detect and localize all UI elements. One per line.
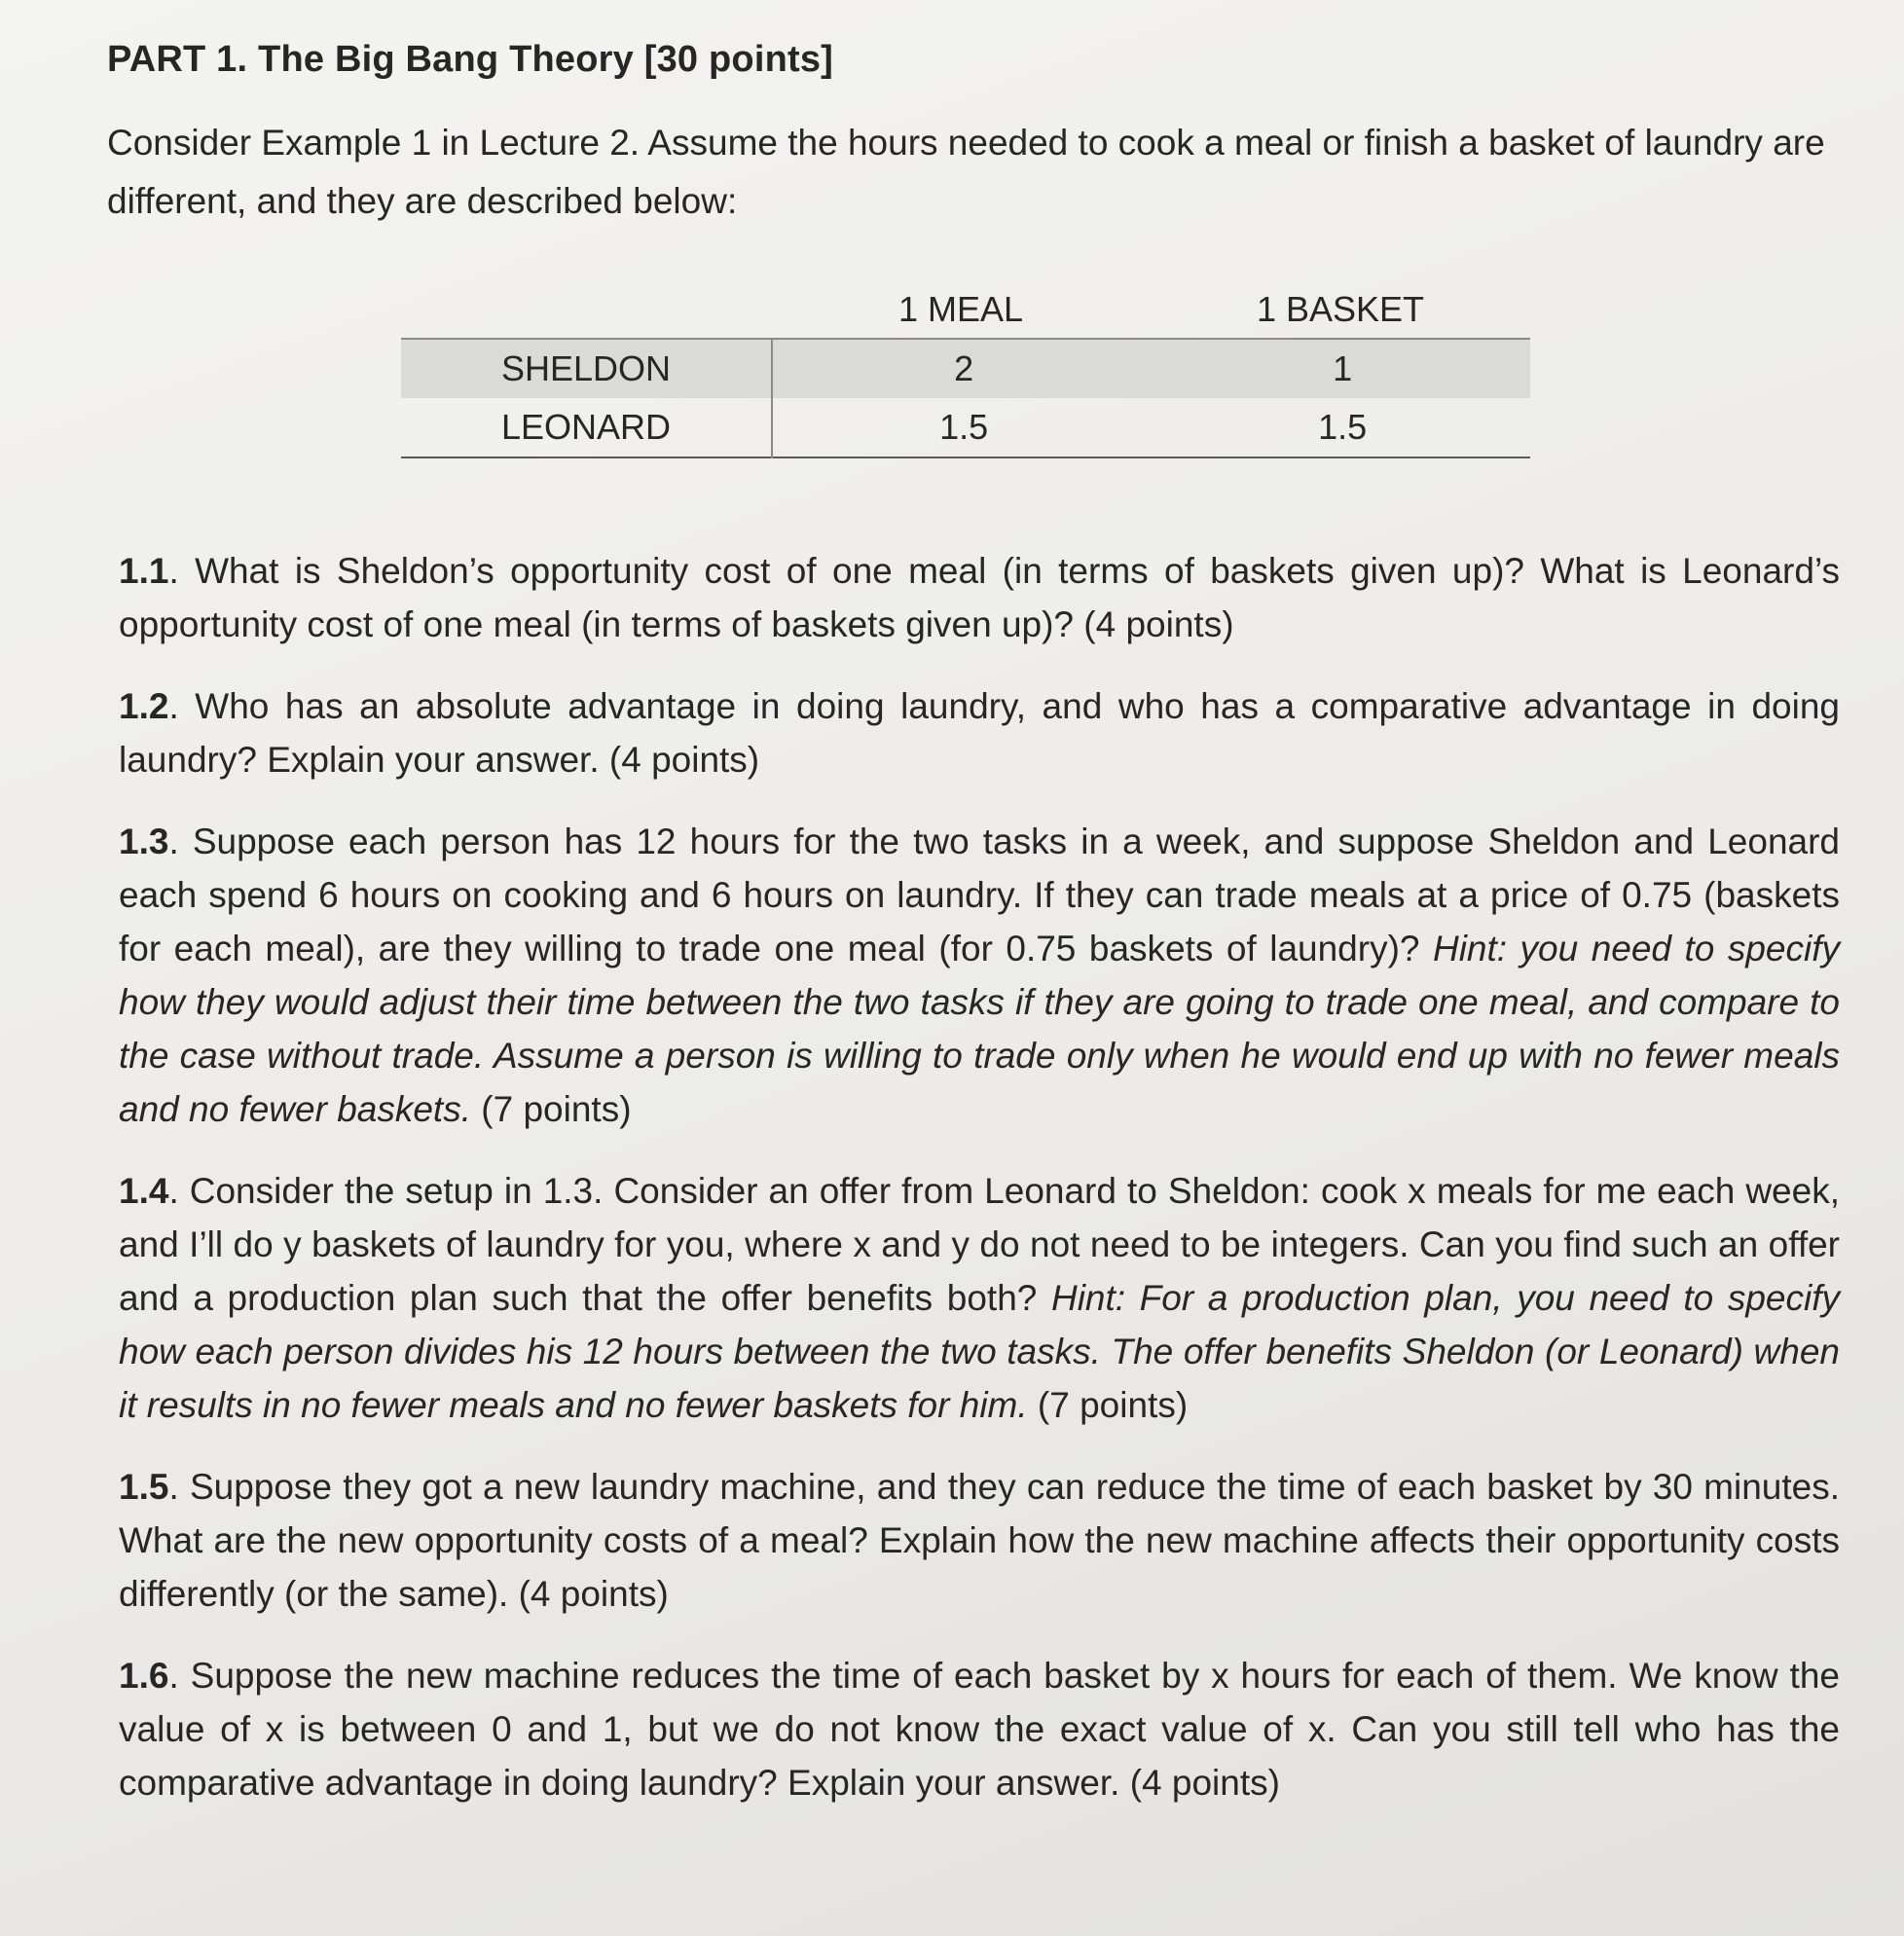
row-name-sheldon: SHELDON xyxy=(401,339,772,398)
question-text: Suppose they got a new laundry machine, and they can reduce the time of each basket by 30 minutes. What are the new opportunity costs of a meal? Explain how the new machine affects their opportunity costs differently (or the same). (4 points) xyxy=(119,1467,1841,1614)
cell-leonard-meal: 1.5 xyxy=(939,407,989,447)
row-name-leonard: LEONARD xyxy=(401,398,772,457)
questions-list xyxy=(107,544,1840,1809)
question-number: 1.5 xyxy=(119,1467,169,1507)
document-page xyxy=(107,39,1840,1838)
question-points: (7 points) xyxy=(481,1089,632,1129)
question-1-2: 1.2. Who has an absolute advantage in doing laundry, and who has a comparative advantage in doing laundry? Explain your answer. (4 points) xyxy=(119,686,1840,780)
cell-leonard-basket: 1.5 xyxy=(1318,407,1368,447)
header-meal: 1 MEAL xyxy=(897,289,1024,329)
cell-sheldon-meal: 2 xyxy=(772,339,1154,398)
question-1-5: 1.5. Suppose they got a new laundry machine, and they can reduce the time of each basket by 30 minutes. What are the new opportunity costs of a meal? Explain how the new machine affects their opportunity costs differently (or the same). (4 points) xyxy=(119,1467,1841,1614)
question-number: 1.6 xyxy=(119,1656,169,1696)
table-row xyxy=(401,339,1530,398)
question-number: 1.2 xyxy=(119,686,169,726)
question-hint: Hint: For a production plan, you need to specify how each person divides his 12 hours between the two tasks. The offer benefits Sheldon (or Leonard) when it results in no fewer meals and no fewer baskets for him. xyxy=(119,1278,1840,1425)
hours-table-block xyxy=(401,266,1530,458)
question-text: Consider the setup in 1.3. Consider an offer from Leonard to Sheldon: cook x meals for me each week, and I’ll do y baskets of laundry for you, where x and y do not need to be integers. Can you find such an offer and a production plan such that the offer benefits both? xyxy=(119,1171,1840,1318)
table-header-row xyxy=(401,266,1530,338)
question-1-3: 1.3. Suppose each person has 12 hours for the two tasks in a week, and suppose Sheldon and Leonard each spend 6 hours on cooking and 6 hours on laundry. If they can trade meals at a price of 0.75 (baskets for each meal), are they willing to trade one meal (for 0.75 baskets of laundry)? Hint: you need to specify how they would adjust their time between the two tasks if they are going to trade one meal, and compare to the case without trade. Assume a person is willing to trade only when he would end up with no fewer meals and no fewer baskets. (7 points) xyxy=(119,822,1840,1129)
question-number: 1.1 xyxy=(119,551,169,591)
hours-table xyxy=(401,338,1530,458)
question-hint: Hint: you need to specify how they would adjust their time between the two tasks if they are going to trade one meal, and compare to the case without trade. Assume a person is willing to trade only when he would end up with no fewer meals and no fewer baskets. xyxy=(119,929,1840,1129)
question-1-1: 1.1. What is Sheldon’s opportunity cost of one meal (in terms of baskets given up)? What is Leonard’s opportunity cost of one meal (in terms of baskets given up)? (4 points) xyxy=(119,551,1840,644)
question-points: (7 points) xyxy=(1037,1385,1189,1425)
question-1-4: 1.4. Consider the setup in 1.3. Consider an offer from Leonard to Sheldon: cook x meals for me each week, and I’ll do y baskets of laundry for you, where x and y do not need to be integers. Can you find such an offer and a production plan such that the offer benefits both? Hint: For a production plan, you need to specify how each person divides his 12 hours between the two tasks. The offer benefits Sheldon (or Leonard) when it results in no fewer meals and no fewer baskets for him. (7 points) xyxy=(119,1171,1840,1425)
question-text: Who has an absolute advantage in doing laundry, and who has a comparative advantage in doing laundry? Explain your answer. (4 points) xyxy=(119,686,1840,780)
table-row xyxy=(401,398,1530,457)
question-text: Suppose the new machine reduces the time of each basket by x hours for each of them. We know the value of x is between 0 and 1, but we do not know the exact value of x. Can you still tell who has the comparative advantage in doing laundry? Explain your answer. (4 points) xyxy=(119,1656,1840,1803)
cell-sheldon-basket: 1 xyxy=(1154,339,1530,398)
question-1-6: 1.6. Suppose the new machine reduces the time of each basket by x hours for each of them. We know the value of x is between 0 and 1, but we do not know the exact value of x. Can you still tell who has the comparative advantage in doing laundry? Explain your answer. (4 points) xyxy=(119,1656,1840,1803)
part-title: PART 1. The Big Bang Theory [30 points] xyxy=(107,39,834,80)
header-basket: 1 BASKET xyxy=(1256,289,1425,329)
question-number: 1.3 xyxy=(119,822,169,861)
intro-paragraph: Consider Example 1 in Lecture 2. Assume the hours needed to cook a meal or finish a basket of laundry are different, and they are described below: xyxy=(107,123,1825,221)
question-number: 1.4 xyxy=(119,1171,169,1211)
question-text: What is Sheldon’s opportunity cost of one meal (in terms of baskets given up)? What is Leonard’s opportunity cost of one meal (in terms of baskets given up)? (4 points) xyxy=(119,551,1840,644)
question-text: Suppose each person has 12 hours for the two tasks in a week, and suppose Sheldon and Leonard each spend 6 hours on cooking and 6 hours on laundry. If they can trade meals at a price of 0.75 (baskets for each meal), are they willing to trade one meal (for 0.75 baskets of laundry)? xyxy=(119,822,1840,968)
